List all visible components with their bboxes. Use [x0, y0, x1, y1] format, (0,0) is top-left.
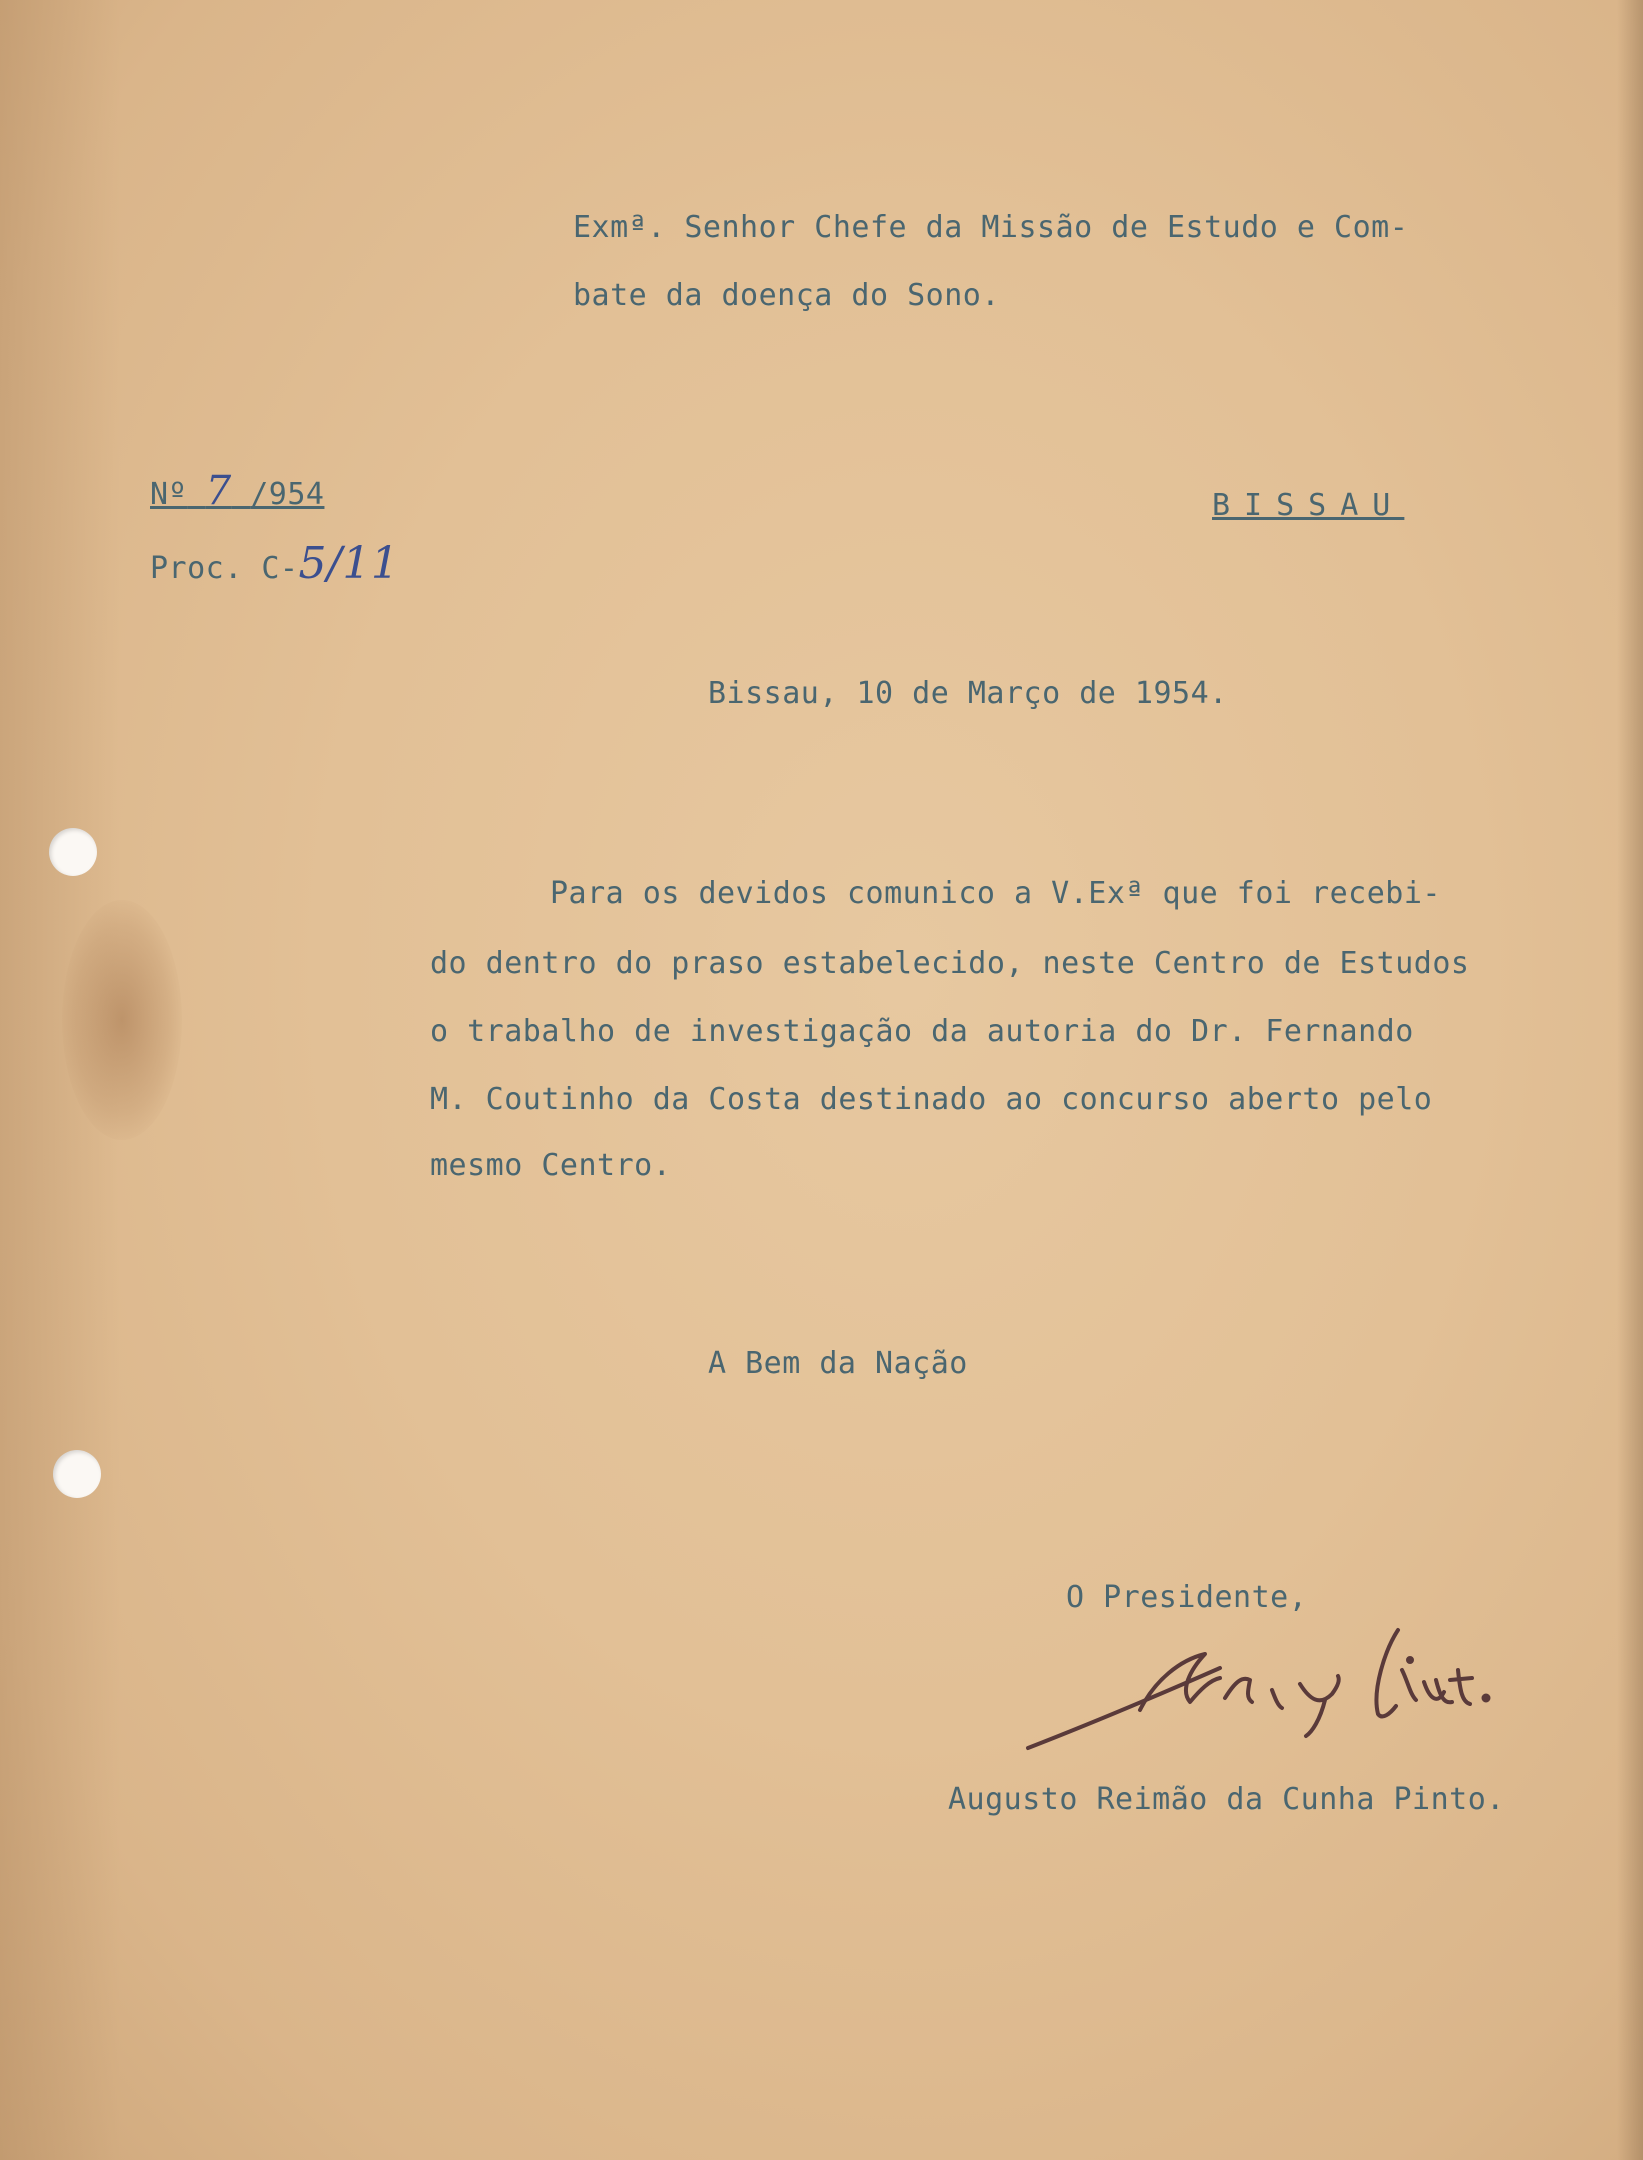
process-handwritten: 5/11: [298, 538, 400, 589]
process-reference: [150, 538, 399, 589]
punch-hole-icon: [53, 1450, 101, 1498]
closing-line: A Bem da Nação: [708, 1346, 968, 1381]
process-prefix: Proc. C-: [150, 551, 299, 586]
destination-city: BISSAU: [1212, 488, 1405, 523]
signatory-title: O Presidente,: [1066, 1580, 1308, 1615]
signatory-name: Augusto Reimão da Cunha Pinto.: [948, 1782, 1505, 1817]
reference-number-handwritten: 7: [205, 468, 232, 514]
body-line-4: M. Coutinho da Costa destinado ao concurso aberto pelo: [430, 1082, 1433, 1117]
paper-stain: [62, 900, 182, 1140]
body-line-3: o trabalho de investigação da autoria do Dr. Fernando: [430, 1014, 1414, 1049]
body-line-1: Para os devidos comunico a V.Exª que foi recebi-: [550, 876, 1441, 911]
reference-number-year: /954: [250, 477, 325, 512]
addressee-line-1: Exmª. Senhor Chefe da Missão de Estudo e Com-: [573, 210, 1409, 245]
reference-number: [150, 468, 324, 514]
addressee-line-2: bate da doença do Sono.: [573, 278, 1000, 313]
body-line-2: do dentro do praso estabelecido, neste Centro de Estudos: [430, 946, 1470, 981]
signature-mark: [1020, 1610, 1500, 1760]
punch-hole-icon: [49, 828, 97, 876]
body-line-5: mesmo Centro.: [430, 1148, 672, 1183]
date-line: Bissau, 10 de Março de 1954.: [708, 676, 1228, 711]
reference-number-prefix: Nº: [150, 477, 188, 512]
paper-right-edge: [1617, 0, 1643, 2160]
